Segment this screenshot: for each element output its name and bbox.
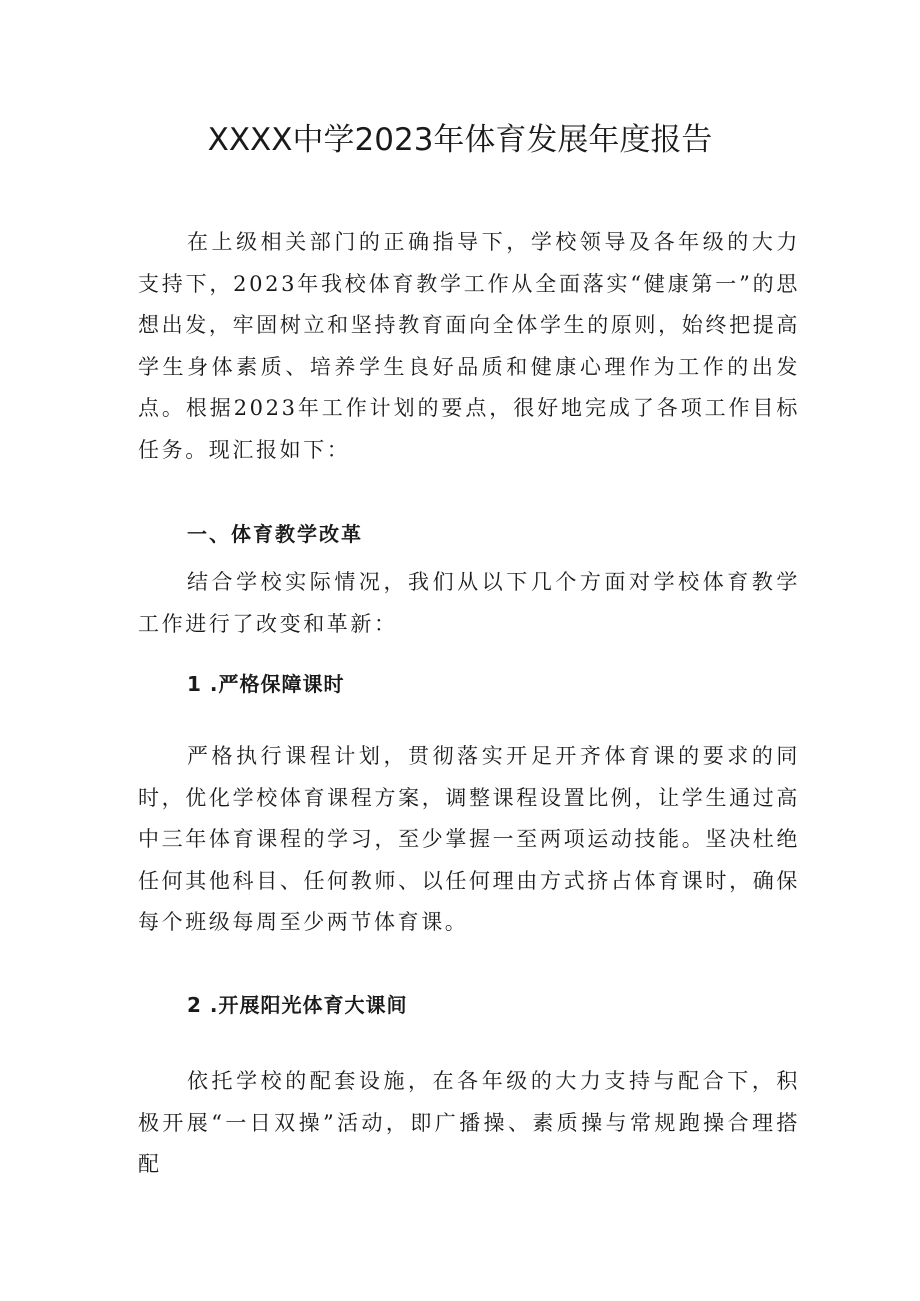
document-title: XXXX中学2023年体育发展年度报告 [207,122,713,158]
section-intro-paragraph: 结合学校实际情况，我们从以下几个方面对学校体育教学工作进行了改变和革新： [138,570,800,636]
subheading-guarantee-class-hours: 1 .严格保障课时 [187,672,345,696]
intro-paragraph: 在上级相关部门的正确指导下，学校领导及各年级的大力支持下，2023年我校体育教学工作从全面落实“健康第一”的思想出发，牢固树立和坚持教育面向全体学生的原则，始终把提高学生身体素质、培养学生良好品质和健康心理作为工作的出发点。根据2023年工作计划的要点，很好地完成了各项工作目标任务。现汇报如下： [138,230,800,462]
class-hours-paragraph: 严格执行课程计划，贯彻落实开足开齐体育课的要求的同时，优化学校体育课程方案，调整课程设置比例，让学生通过高中三年体育课程的学习，至少掌握一至两项运动技能。坚决杜绝任何其他科目、任何教师、以任何理由方式挤占体育课时，确保每个班级每周至少两节体育课。 [138,744,800,934]
subheading-sunshine-sports-break: 2 .开展阳光体育大课间 [187,993,408,1017]
sunshine-sports-paragraph: 依托学校的配套设施，在各年级的大力支持与配合下，积极开展“一日双操”活动，即广播操、素质操与常规跑操合理搭配 [138,1069,800,1176]
section-heading-teaching-reform: 一、体育教学改革 [187,522,363,546]
